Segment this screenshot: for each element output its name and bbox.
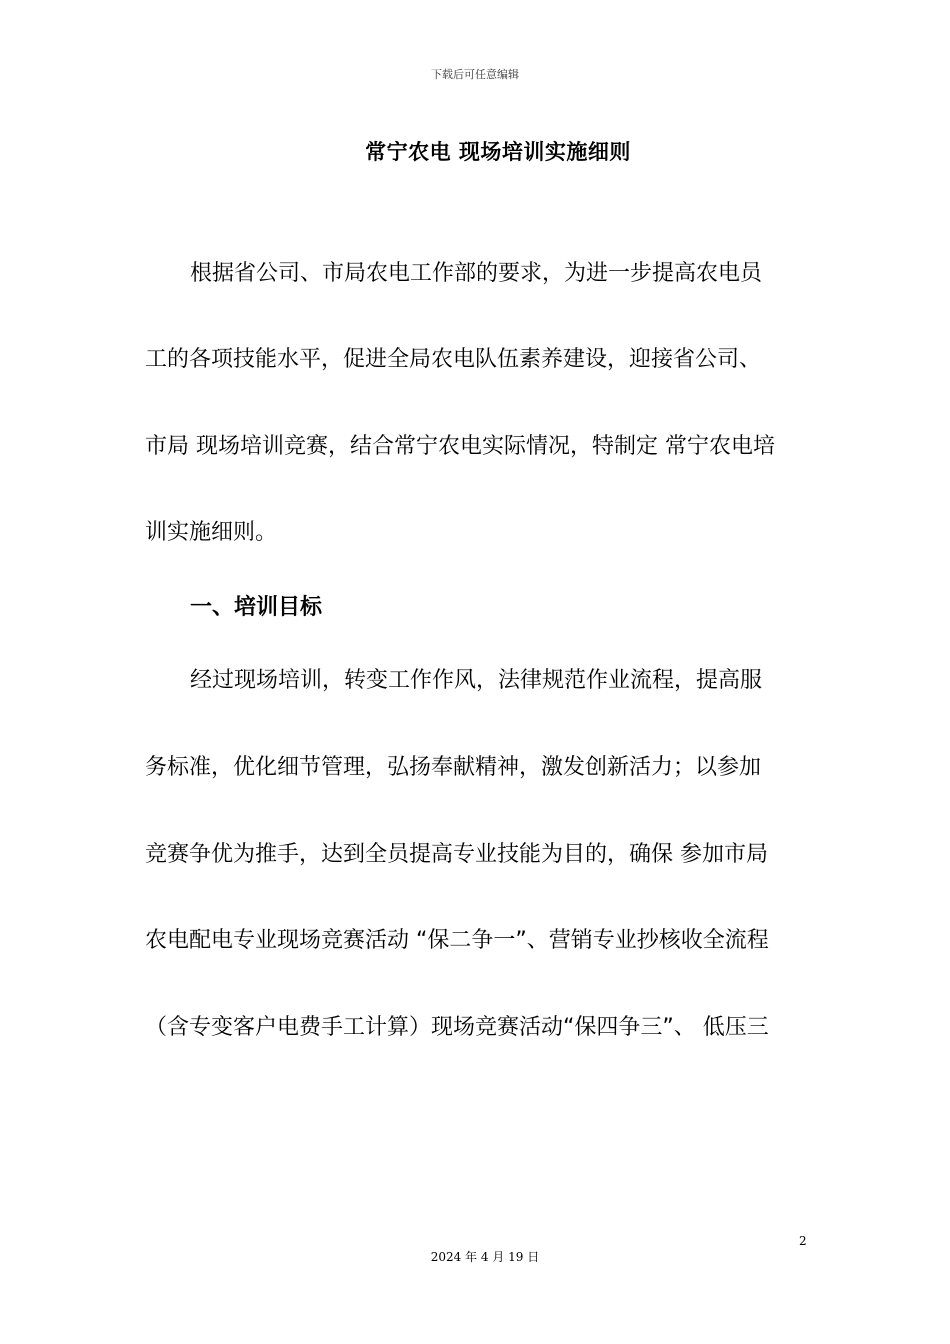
document-title: 常宁农电 现场培训实施细则 <box>365 140 631 164</box>
paragraph-line: 经过现场培训，转变工作作风，法律规范作业流程，提高服 <box>190 668 763 693</box>
paragraph-line: （含专变客户电费手工计算）现场竞赛活动“保四争三”、 低压三 <box>145 1015 769 1040</box>
paragraph-line: 训实施细则。 <box>145 520 278 545</box>
paragraph-line: 工的各项技能水平，促进全局农电队伍素养建设，迎接省公司、 <box>145 347 762 372</box>
paragraph-line: 农电配电专业现场竞赛活动 “保二争一”、营销专业抄核收全流程 <box>145 928 769 953</box>
paragraph-line: 根据省公司、市局农电工作部的要求，为进一步提高农电员 <box>190 261 763 286</box>
paragraph-line: 市局 现场培训竞赛，结合常宁农电实际情况，特制定 常宁农电培 <box>145 434 775 459</box>
page-number: 2 <box>799 1234 807 1248</box>
paragraph-line: 务标准，优化细节管理，弘扬奉献精神，激发创新活力；以参加 <box>145 755 762 780</box>
section-heading: 一、培训目标 <box>190 595 323 620</box>
footer-date: 2024 年 4 月 19 日 <box>430 1250 540 1264</box>
header-note: 下载后可任意编辑 <box>431 68 519 81</box>
paragraph-line: 竞赛争优为推手，达到全员提高专业技能为目的，确保 参加市局 <box>145 842 768 867</box>
